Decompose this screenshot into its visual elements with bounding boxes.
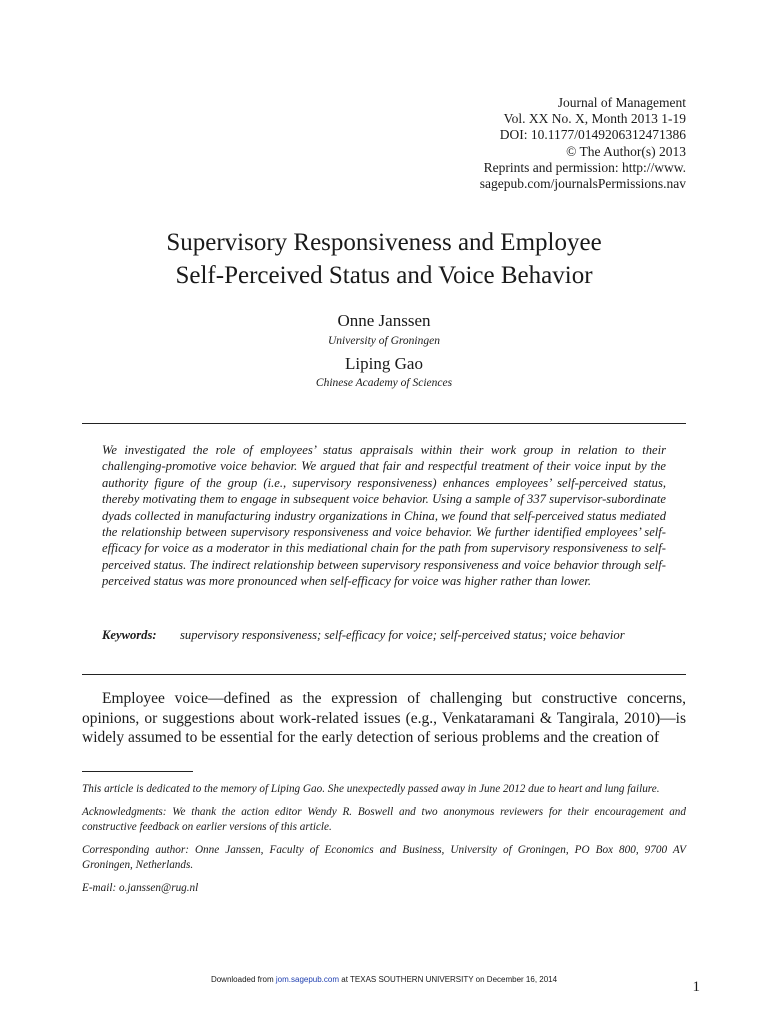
author-name: Liping Gao: [345, 354, 423, 373]
download-notice: [0, 975, 768, 984]
footnote-email: E-mail: o.janssen@rug.nl: [82, 881, 199, 894]
journal-reprints-line2: sagepub.com/journalsPermissions.nav: [479, 176, 686, 192]
footnote-acknowledgments: Acknowledgments: We thank the action editor Wendy R. Boswell and two anonymous reviewers for their encouragement and constructive feedback on earlier versions of this article.: [82, 805, 686, 833]
author-name: Onne Janssen: [337, 311, 431, 330]
author-affiliation: Chinese Academy of Sciences: [315, 377, 453, 389]
download-suffix: at TEXAS SOUTHERN UNIVERSITY on December 16, 2014: [341, 975, 558, 984]
keywords-text: supervisory responsiveness; self-efficacy for voice; self-perceived status; voice behavior: [180, 628, 625, 642]
abstract: We investigated the role of employees’ status appraisals within their work group in relation to their challenging-promotive voice behavior. We argued that fair and respectful treatment of their voice input by the authority figure of the group (i.e., supervisory responsiveness) enhances employees’ self-perceived status, thereby motivating them to engage in subsequent voice behavior. Using a sample of 337 supervisor-subordinate dyads collected in manufacturing industry organizations in China, we found that self-perceived status mediated the relationship between supervisory responsiveness and voice behavior. We further identified employees’ self-efficacy for voice as a moderator in this mediational chain for the path from supervisory responsiveness to self-perceived status. The indirect relationship between supervisory responsiveness and voice behavior through self-perceived status was more pronounced when self-efficacy for voice was higher rather than lower.: [102, 443, 666, 589]
download-link[interactable]: jom.sagepub.com: [275, 975, 340, 984]
journal-name: Journal of Management: [557, 95, 686, 110]
title-line-1: Supervisory Responsiveness and Employee: [166, 229, 602, 256]
article-title: [0, 226, 768, 292]
body-paragraph: Employee voice—defined as the expression of challenging but constructive concerns, opinions, or suggestions about work-related issues (e.g., Venkataramani & Tangirala, 2010)—is widely assumed to be essential for the early detection of serious problems and the creation of: [82, 690, 686, 746]
footnote-dedication: This article is dedicated to the memory of Liping Gao. She unexpectedly passed away in June 2012 due to heart and lung failure.: [82, 783, 660, 795]
title-line-2: Self-Perceived Status and Voice Behavior: [175, 262, 593, 289]
author-affiliation: University of Groningen: [327, 335, 440, 347]
abstract-bottom-rule: [82, 674, 686, 675]
footnote-corresponding-author: Corresponding author: Onne Janssen, Faculty of Economics and Business, University of Groningen, PO Box 800, 9700 AV Groningen, Netherlands.: [82, 843, 686, 871]
journal-doi: DOI: 10.1177/0149206312471386: [499, 127, 686, 143]
abstract-top-rule: [82, 423, 686, 424]
footnote-rule: [82, 771, 193, 772]
footnotes: [82, 782, 686, 903]
page-number: 1: [692, 979, 700, 995]
download-prefix: Downloaded from: [210, 975, 274, 984]
keywords-label: Keywords:: [102, 628, 157, 642]
journal-volume: Vol. XX No. X, Month 2013 1-19: [503, 111, 686, 127]
keywords: [102, 627, 666, 643]
journal-info: [480, 95, 686, 192]
journal-reprints-line1: Reprints and permission: http://www.: [483, 159, 686, 175]
journal-copyright: © The Author(s) 2013: [566, 143, 686, 159]
